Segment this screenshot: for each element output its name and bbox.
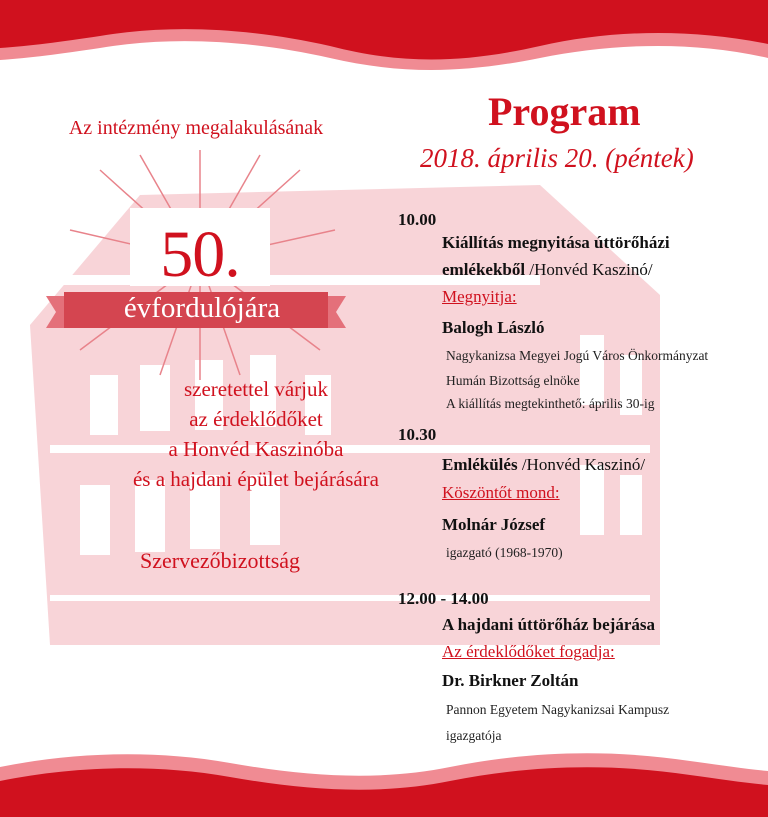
event-1-detail-3: A kiállítás megtekinthető: április 30-ig	[446, 396, 655, 411]
invite-line-3: a Honvéd Kaszinóba	[168, 437, 344, 461]
invite-line-4: és a hajdani épület bejárására	[132, 467, 380, 491]
event-3-detail-2: igazgatója	[446, 728, 502, 743]
organizer-signature: Szervezőbizottság	[140, 548, 301, 573]
top-wave-decoration	[0, 0, 768, 80]
event-2-time: 10.30	[398, 425, 437, 444]
event-2-role: Köszöntőt mond:	[442, 483, 560, 502]
event-2-person: Molnár József	[442, 515, 546, 534]
invite-line-2: az érdeklődőket	[189, 407, 323, 431]
event-3-person: Dr. Birkner Zoltán	[442, 671, 579, 690]
event-1-title-line1: Kiállítás megnyitása úttörőházi	[442, 233, 670, 252]
event-2-detail-1: igazgató (1968-1970)	[446, 545, 563, 560]
anniversary-label: évfordulójára	[123, 292, 281, 324]
bottom-wave-decoration	[0, 747, 768, 817]
invite-line-1: szeretettel várjuk	[183, 377, 328, 401]
event-1-detail-2: Humán Bizottság elnöke	[446, 373, 580, 388]
event-2-title: Emlékülés /Honvéd Kaszinó/	[442, 455, 646, 474]
event-1-time: 10.00	[398, 210, 437, 229]
event-1-person: Balogh László	[442, 318, 545, 337]
event-1-detail-1: Nagykanizsa Megyei Jogú Város Önkormányzat	[446, 348, 709, 363]
event-3-detail-1: Pannon Egyetem Nagykanizsai Kampusz	[446, 702, 670, 717]
program-title: Program	[488, 89, 641, 134]
event-3-title: A hajdani úttörőház bejárása	[442, 615, 655, 634]
event-1-role: Megnyitja:	[442, 287, 517, 306]
program-date: 2018. április 20. (péntek)	[420, 143, 694, 173]
event-1-title-line2: emlékekből /Honvéd Kaszinó/	[442, 260, 653, 279]
intro-text: Az intézmény megalakulásának	[68, 117, 324, 139]
event-3-time: 12.00 - 14.00	[398, 589, 489, 608]
anniversary-number: 50.	[160, 218, 240, 291]
event-3-role: Az érdeklődőket fogadja:	[442, 642, 615, 661]
